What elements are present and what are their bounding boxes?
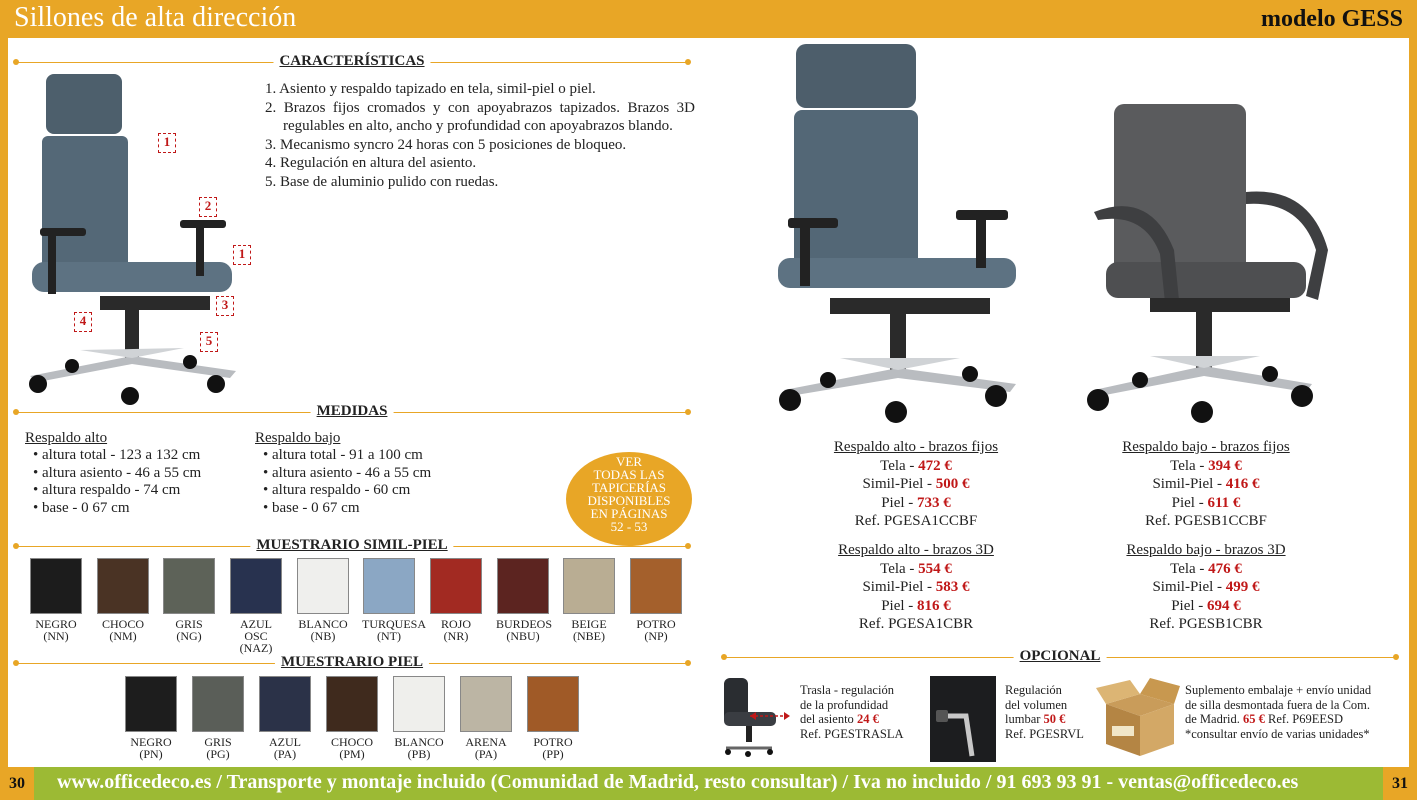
- simil-swatch[interactable]: [496, 558, 553, 643]
- swatch-chip: [297, 558, 349, 614]
- swatch-name: POTRO: [636, 617, 676, 631]
- swatch-chip: [430, 558, 482, 614]
- option-price: 24 €: [856, 712, 879, 726]
- price-block: [1091, 541, 1321, 634]
- simil-section-header: [16, 537, 688, 554]
- swatch-name: GRIS: [204, 735, 232, 749]
- measures-low-title: Respaldo bajo: [255, 430, 341, 446]
- swatch-code: (NT): [377, 629, 401, 643]
- swatch-code: (NM): [109, 629, 137, 643]
- price-value: 694 €: [1207, 597, 1241, 614]
- page-number-right: 31: [1383, 767, 1417, 800]
- swatch-name: BLANCO: [298, 617, 348, 631]
- option-ref: Ref. PGESRVL: [1005, 726, 1084, 741]
- simil-swatch[interactable]: [562, 558, 616, 642]
- swatch-chip: [497, 558, 549, 614]
- measure-item: • base - 0 67 cm: [25, 500, 201, 518]
- piel-swatch[interactable]: [392, 676, 446, 760]
- swatch-name: AZUL OSC: [240, 617, 272, 643]
- swatch-chip: [259, 676, 311, 732]
- footer-bar: [0, 767, 1417, 800]
- swatch-chip: [563, 558, 615, 614]
- badge-line: DISPONIBLES: [587, 493, 671, 508]
- marker-5-base: 5: [200, 332, 218, 352]
- price-label: Simil-Piel -: [862, 579, 936, 595]
- swatch-code: (NBU): [506, 629, 540, 643]
- measure-item: • base - 0 67 cm: [255, 500, 431, 518]
- trasla-option: [800, 683, 903, 741]
- marker-1-backrest: 1: [158, 133, 176, 153]
- feature-item: 3. Mecanismo syncro 24 horas con 5 posiciones de bloqueo.: [265, 136, 627, 153]
- price-block: [1091, 438, 1321, 531]
- price-title: Respaldo bajo - brazos fijos: [1122, 439, 1290, 455]
- swatch-chip: [460, 676, 512, 732]
- price-value: 583 €: [935, 579, 970, 595]
- piel-swatch-row: [0, 676, 700, 766]
- page-number-left: 30: [0, 767, 34, 800]
- option-price: 50 €: [1043, 712, 1066, 726]
- price-label: Simil-Piel -: [1152, 476, 1226, 492]
- simil-swatch[interactable]: [629, 558, 683, 642]
- features-heading: CARACTERÍSTICAS: [273, 53, 430, 70]
- swatch-chip: [527, 676, 579, 732]
- price-value: 500 €: [935, 476, 970, 492]
- features-section-header: [16, 53, 688, 70]
- left-border: [0, 38, 8, 768]
- chair-diagram-image: [20, 66, 260, 406]
- option-text: de Madrid.: [1185, 712, 1243, 726]
- option-note: *consultar envío de varias unidades*: [1185, 726, 1370, 741]
- badge-line: 52 - 53: [610, 519, 648, 534]
- feature-item: 4. Regulación en altura del asiento.: [265, 155, 477, 171]
- swatch-chip: [97, 558, 149, 614]
- optional-section-header: [724, 648, 1396, 665]
- price-label: Simil-Piel -: [1152, 579, 1226, 595]
- marker-1-seat: 1: [233, 245, 251, 265]
- swatch-name: NEGRO: [130, 735, 172, 749]
- marker-2-arms: 2: [199, 197, 217, 217]
- measure-item: • altura total - 91 a 100 cm: [255, 447, 431, 465]
- lumbar-option: [1005, 683, 1084, 741]
- price-value: 416 €: [1225, 476, 1260, 492]
- badge-line: TODAS LAS: [593, 467, 665, 482]
- swatch-code: (PP): [542, 747, 564, 761]
- measures-low: [255, 430, 431, 517]
- price-label: Piel -: [1171, 494, 1208, 511]
- price-ref: Ref. PGESB1CCBF: [1145, 513, 1267, 529]
- trasla-chair-image: [718, 672, 798, 760]
- price-label: Tela -: [1170, 560, 1209, 577]
- option-text: Trasla - regulación: [800, 683, 894, 697]
- simil-heading: MUESTRARIO SIMIL-PIEL: [250, 537, 453, 554]
- swatch-chip: [363, 558, 415, 614]
- badge-line: TAPICERÍAS: [591, 480, 667, 495]
- swatch-chip: [30, 558, 82, 614]
- upholstery-link-badge[interactable]: [566, 452, 692, 546]
- swatch-chip: [630, 558, 682, 614]
- right-border: [1409, 38, 1417, 768]
- option-text: del volumen: [1005, 697, 1068, 712]
- marker-4-height: 4: [74, 312, 92, 332]
- swatch-code: (PA): [474, 747, 498, 761]
- price-value: 733 €: [917, 494, 951, 511]
- swatch-name: CHOCO: [101, 617, 144, 631]
- swatch-name: BLANCO: [394, 735, 444, 749]
- swatch-chip: [393, 676, 445, 732]
- swatch-code: (NG): [176, 629, 202, 643]
- price-title: Respaldo alto - brazos fijos: [833, 439, 999, 455]
- features-list: [265, 80, 695, 191]
- swatch-name: ARENA: [465, 735, 507, 749]
- simil-swatch[interactable]: [229, 558, 283, 654]
- price-label: Simil-Piel -: [862, 476, 936, 492]
- model-name: modelo GESS: [1260, 6, 1403, 32]
- chair-low-back-image: [1080, 100, 1330, 425]
- simil-swatch-row: [0, 558, 700, 655]
- price-value: 394 €: [1208, 457, 1242, 474]
- badge-line: VER: [616, 454, 642, 469]
- swatch-name: CHOCO: [330, 735, 373, 749]
- swatch-code: (NP): [644, 629, 668, 643]
- option-ref: Ref. PGESTRASLA: [800, 726, 904, 741]
- simil-swatch[interactable]: [429, 558, 483, 642]
- piel-swatch[interactable]: [325, 676, 379, 760]
- measure-item: • altura respaldo - 60 cm: [255, 482, 431, 500]
- box-image: [1096, 674, 1180, 758]
- option-text: de la profundidad: [800, 697, 889, 712]
- swatch-code: (PM): [339, 747, 365, 761]
- feature-item: 5. Base de aluminio pulido con ruedas.: [265, 173, 499, 190]
- piel-swatch[interactable]: [124, 676, 178, 760]
- swatch-name: TURQUESA: [362, 617, 427, 631]
- piel-swatch[interactable]: [526, 676, 580, 760]
- swatch-code: (PN): [139, 747, 163, 761]
- price-block: [801, 541, 1031, 634]
- option-text: lumbar: [1005, 712, 1044, 726]
- swatch-code: (NN): [43, 629, 69, 643]
- swatch-code: (PA): [273, 747, 297, 761]
- header-bar: [0, 0, 1417, 38]
- price-ref: Ref. PGESA1CBR: [858, 616, 974, 632]
- simil-swatch[interactable]: [362, 558, 427, 643]
- price-label: Piel -: [1171, 597, 1208, 614]
- swatch-name: AZUL: [269, 735, 301, 749]
- price-ref: Ref. PGESA1CCBF: [854, 513, 978, 529]
- swatch-chip: [163, 558, 215, 614]
- shipping-option: [1185, 683, 1371, 741]
- price-value: 816 €: [917, 597, 951, 614]
- piel-swatch[interactable]: [258, 676, 312, 760]
- swatch-name: BURDEOS: [496, 617, 553, 631]
- price-label: Tela -: [880, 457, 919, 474]
- swatch-name: NEGRO: [35, 617, 77, 631]
- optional-heading: OPCIONAL: [1014, 648, 1107, 665]
- price-title: Respaldo alto - brazos 3D: [838, 542, 994, 558]
- option-text: de silla desmontada fuera de la Com.: [1185, 697, 1371, 712]
- price-value: 499 €: [1225, 579, 1260, 595]
- option-text: Suplemento embalaje + envío unidad: [1185, 683, 1372, 697]
- simil-swatch[interactable]: [162, 558, 216, 642]
- swatch-name: GRIS: [175, 617, 203, 631]
- price-label: Tela -: [880, 560, 919, 577]
- option-text: del asiento: [800, 712, 857, 726]
- simil-swatch[interactable]: [29, 558, 83, 642]
- swatch-code: (NR): [443, 629, 469, 643]
- swatch-code: (PG): [206, 747, 230, 761]
- measures-high-title: Respaldo alto: [25, 430, 108, 446]
- page-title: Sillones de alta dirección: [14, 2, 297, 33]
- footer-contact[interactable]: www.officedeco.es / Transporte y montaje incluido (Comunidad de Madrid, resto consultar) / Iva no incluido / 91 693 93 91 - ventas@officedeco.es: [57, 771, 1299, 793]
- piel-section-header: [16, 654, 688, 671]
- swatch-name: BEIGE: [571, 617, 607, 631]
- measure-item: • altura respaldo - 74 cm: [25, 482, 201, 500]
- feature-item: 1. Asiento y respaldo tapizado en tela, simil-piel o piel.: [265, 81, 596, 97]
- simil-swatch[interactable]: [296, 558, 350, 642]
- option-price: 65 €: [1242, 712, 1265, 726]
- measures-high: [25, 430, 201, 517]
- measures-section-header: [16, 403, 688, 420]
- marker-3-mechanism: 3: [216, 296, 234, 316]
- lumbar-image: [926, 676, 998, 762]
- price-block: [801, 438, 1031, 531]
- price-ref: Ref. PGESB1CBR: [1149, 616, 1263, 632]
- price-value: 611 €: [1207, 494, 1241, 511]
- price-label: Piel -: [881, 597, 918, 614]
- swatch-code: (NB): [310, 629, 336, 643]
- swatch-name: ROJO: [440, 617, 471, 631]
- chair-high-back-image: [770, 40, 1020, 425]
- piel-swatch[interactable]: [459, 676, 513, 760]
- swatch-chip: [230, 558, 282, 614]
- option-text: Regulación: [1005, 683, 1062, 697]
- measures-heading: MEDIDAS: [311, 403, 394, 420]
- measure-item: • altura asiento - 46 a 55 cm: [25, 465, 201, 483]
- price-value: 476 €: [1208, 560, 1242, 577]
- swatch-code: (NBE): [573, 629, 605, 643]
- piel-swatch[interactable]: [191, 676, 245, 760]
- swatch-code: (NAZ): [239, 641, 273, 655]
- option-ref: Ref. P69EESD: [1264, 712, 1343, 726]
- piel-heading: MUESTRARIO PIEL: [275, 654, 429, 671]
- swatch-chip: [326, 676, 378, 732]
- swatch-name: POTRO: [533, 735, 573, 749]
- price-value: 472 €: [918, 457, 952, 474]
- measure-item: • altura asiento - 46 a 55 cm: [255, 465, 431, 483]
- swatch-chip: [125, 676, 177, 732]
- swatch-chip: [192, 676, 244, 732]
- swatch-code: (PB): [407, 747, 431, 761]
- price-title: Respaldo bajo - brazos 3D: [1126, 542, 1286, 558]
- price-value: 554 €: [918, 560, 952, 577]
- price-label: Piel -: [881, 494, 918, 511]
- measure-item: • altura total - 123 a 132 cm: [25, 447, 201, 465]
- feature-item: 2. Brazos fijos cromados y con apoyabrazos tapizados. Brazos 3D regulables en alto, ancho y profundidad con apoyabrazos blando.: [265, 99, 695, 134]
- simil-swatch[interactable]: [96, 558, 150, 642]
- price-label: Tela -: [1170, 457, 1209, 474]
- badge-line: EN PÁGINAS: [590, 506, 668, 521]
